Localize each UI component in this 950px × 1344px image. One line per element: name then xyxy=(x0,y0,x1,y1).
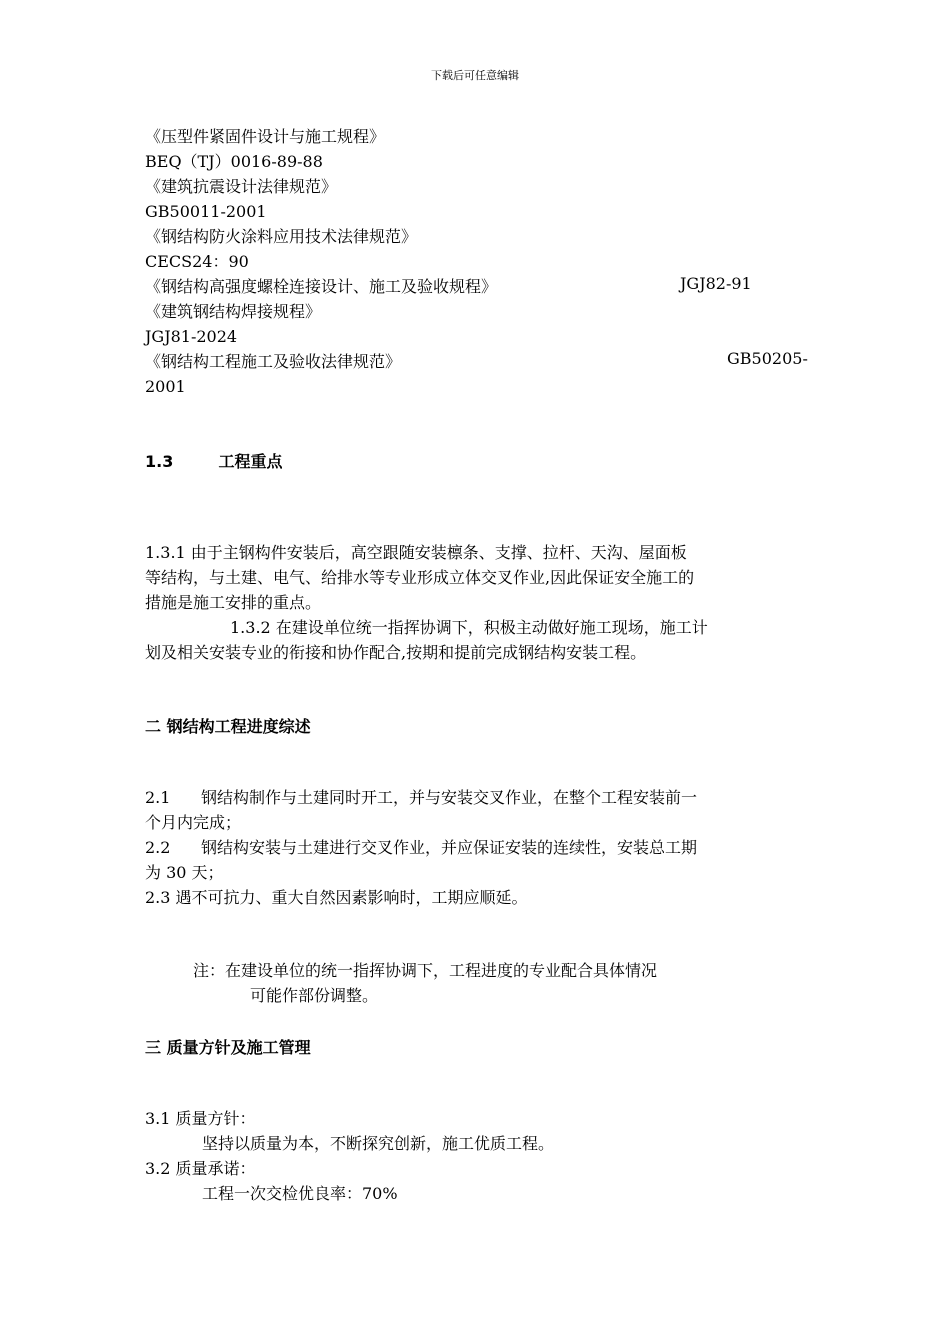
paragraph-line: 坚持以质量为本，不断探究创新，施工优质工程。 xyxy=(202,1134,555,1153)
standard-line: 2001 xyxy=(145,377,186,396)
paragraph-line: 措施是施工安排的重点。 xyxy=(145,593,322,612)
standard-line: CECS24：90 xyxy=(145,252,249,271)
standard-line: 《建筑钢结构焊接规程》 xyxy=(145,302,322,321)
paragraph-line: 个月内完成； xyxy=(145,813,242,832)
paragraph-line: 3.2 质量承诺： xyxy=(145,1159,256,1178)
paragraph-line: 等结构，与土建、电气、给排水等专业形成立体交叉作业,因此保证安全施工的 xyxy=(145,568,695,587)
standard-line: 《建筑抗震设计法律规范》 xyxy=(145,177,338,196)
page-header: 下载后可任意编辑 xyxy=(431,69,519,82)
paragraph-line: 1.3.1 由于主钢构件安装后，高空跟随安装檩条、支撑、拉杆、天沟、屋面板 xyxy=(145,543,687,562)
section-heading: 三 质量方针及施工管理 xyxy=(145,1038,311,1057)
standard-code: JGJ82-91 xyxy=(680,274,752,293)
section-heading xyxy=(145,449,283,472)
standard-code: GB50205- xyxy=(727,349,808,368)
standard-line: 《钢结构防火涂料应用技术法律规范》 xyxy=(145,227,418,246)
section-title: 工程重点 xyxy=(218,452,283,471)
paragraph-line: 1.3.2 在建设单位统一指挥协调下，积极主动做好施工现场，施工计 xyxy=(230,618,708,637)
section-heading: 二 钢结构工程进度综述 xyxy=(145,717,311,736)
paragraph-line: 3.1 质量方针： xyxy=(145,1109,256,1128)
paragraph-line: 工程一次交检优良率：70% xyxy=(202,1184,398,1203)
standard-line: BEQ（TJ）0016-89-88 xyxy=(145,152,323,171)
paragraph-line: 2.1 钢结构制作与土建同时开工，并与安装交叉作业，在整个工程安装前一 xyxy=(145,788,697,807)
paragraph-line: 2.2 钢结构安装与土建进行交叉作业，并应保证安装的连续性，安装总工期 xyxy=(145,838,697,857)
note-line: 注：在建设单位的统一指挥协调下，工程进度的专业配合具体情况 xyxy=(193,961,658,980)
standard-line: 《钢结构工程施工及验收法律规范》 xyxy=(145,352,402,371)
section-number: 1.3 xyxy=(145,452,174,471)
note-line: 可能作部份调整。 xyxy=(250,986,379,1005)
standard-line: 《压型件紧固件设计与施工规程》 xyxy=(145,127,386,146)
paragraph-line: 为 30 天； xyxy=(145,863,224,882)
standard-line: GB50011-2001 xyxy=(145,202,267,221)
paragraph-line: 划及相关安装专业的衔接和协作配合,按期和提前完成钢结构安装工程。 xyxy=(145,643,647,662)
standard-line: JGJ81-2024 xyxy=(145,327,238,346)
paragraph-line: 2.3 遇不可抗力、重大自然因素影响时，工期应顺延。 xyxy=(145,888,528,907)
standard-line: 《钢结构高强度螺栓连接设计、施工及验收规程》 xyxy=(145,277,498,296)
